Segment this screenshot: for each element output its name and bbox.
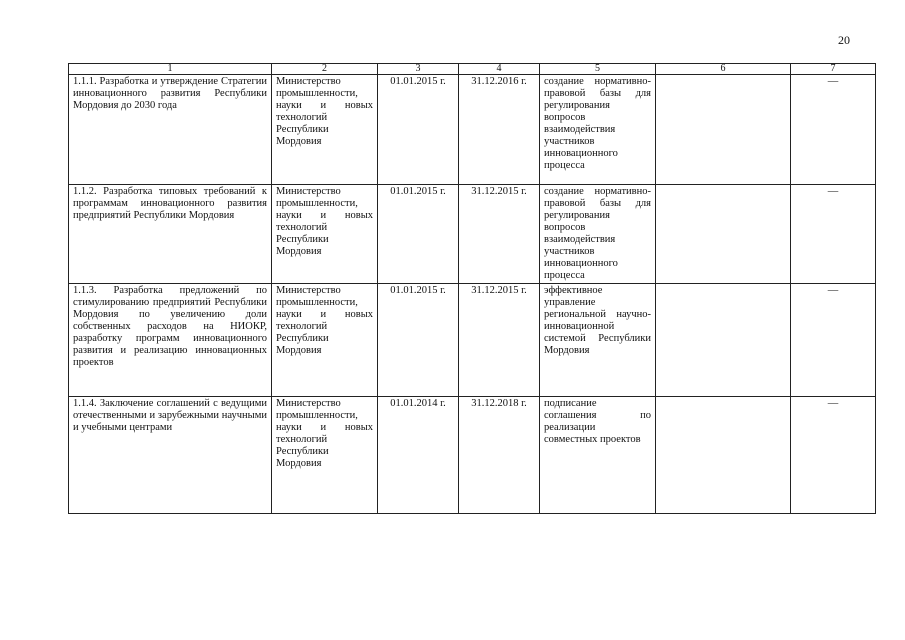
task-cell: 1.1.2. Разработка типовых требований к программам инновационного развития предприятий Республики Мордовия xyxy=(69,185,272,284)
col6-cell xyxy=(656,397,791,514)
responsible-cell: Министерство промышленности, науки и новых технологий Республики Мордовия xyxy=(272,397,378,514)
result-cell: подписание соглашения по реализации совместных проектов xyxy=(540,397,656,514)
table-row xyxy=(69,397,876,514)
end-date-cell: 31.12.2015 г. xyxy=(459,284,540,397)
start-date-cell: 01.01.2014 г. xyxy=(378,397,459,514)
activities-table xyxy=(68,63,876,514)
column-header: 5 xyxy=(540,64,656,75)
result-cell: создание нормативно-правовой базы для регулирования вопросов взаимодействия участников инновационного процесса xyxy=(540,185,656,284)
responsible-cell: Министерство промышленности, науки и новых технологий Республики Мордовия xyxy=(272,284,378,397)
col7-cell: — xyxy=(791,185,876,284)
column-header: 1 xyxy=(69,64,272,75)
col6-cell xyxy=(656,284,791,397)
col7-cell: — xyxy=(791,284,876,397)
col6-cell xyxy=(656,75,791,185)
start-date-cell: 01.01.2015 г. xyxy=(378,284,459,397)
col7-cell: — xyxy=(791,397,876,514)
responsible-cell: Министерство промышленности, науки и новых технологий Республики Мордовия xyxy=(272,75,378,185)
table-row xyxy=(69,75,876,185)
column-header: 4 xyxy=(459,64,540,75)
page-number: 20 xyxy=(838,33,850,47)
end-date-cell: 31.12.2015 г. xyxy=(459,185,540,284)
column-header: 3 xyxy=(378,64,459,75)
result-cell: создание нормативно-правовой базы для регулирования вопросов взаимодействия участников инновационного процесса xyxy=(540,75,656,185)
header-row xyxy=(69,64,876,75)
result-cell: эффективное управление региональной научно-инновационной системой Республики Мордовия xyxy=(540,284,656,397)
responsible-cell: Министерство промышленности, науки и новых технологий Республики Мордовия xyxy=(272,185,378,284)
column-header: 7 xyxy=(791,64,876,75)
start-date-cell: 01.01.2015 г. xyxy=(378,185,459,284)
col6-cell xyxy=(656,185,791,284)
column-header: 2 xyxy=(272,64,378,75)
task-cell: 1.1.3. Разработка предложений по стимулированию предприятий Республики Мордовия по увеличению доли собственных расходов на НИОКР, разработку программ инновационного развития и реализацию инновационных проектов xyxy=(69,284,272,397)
table-row xyxy=(69,185,876,284)
start-date-cell: 01.01.2015 г. xyxy=(378,75,459,185)
task-cell: 1.1.4. Заключение соглашений с ведущими отечественными и зарубежными научными и учебными центрами xyxy=(69,397,272,514)
col7-cell: — xyxy=(791,75,876,185)
task-cell: 1.1.1. Разработка и утверждение Стратегии инновационного развития Республики Мордовия до 2030 года xyxy=(69,75,272,185)
table-row xyxy=(69,284,876,397)
end-date-cell: 31.12.2016 г. xyxy=(459,75,540,185)
column-header: 6 xyxy=(656,64,791,75)
end-date-cell: 31.12.2018 г. xyxy=(459,397,540,514)
